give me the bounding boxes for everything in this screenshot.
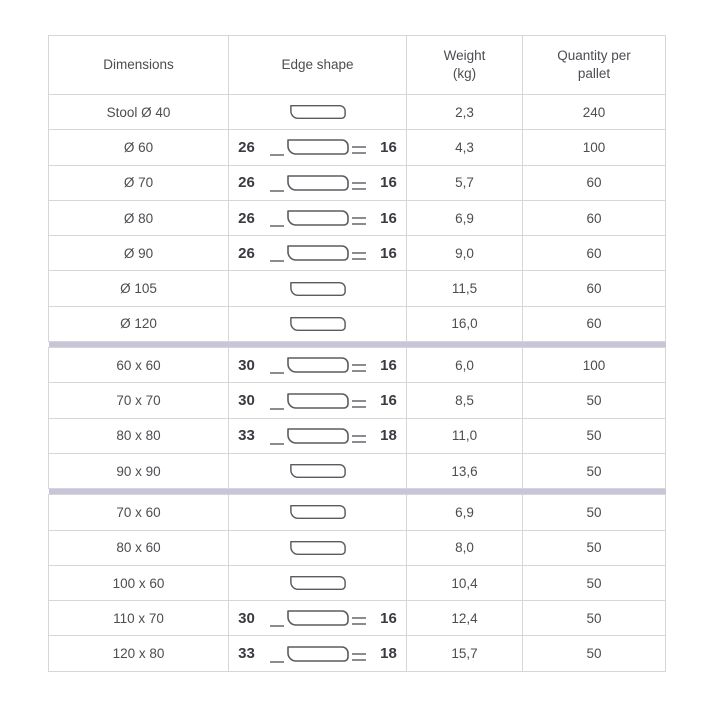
column-header-weight xyxy=(407,36,523,95)
edge-profile-icon xyxy=(266,388,370,414)
cell-edge-shape xyxy=(229,601,407,636)
edge-dimension-left: 33 xyxy=(238,645,255,663)
edge-profile-icon xyxy=(271,458,365,484)
edge-profile-icon xyxy=(266,641,370,667)
table-header xyxy=(49,36,666,95)
cell-edge-shape xyxy=(229,383,407,418)
edge-dimension-left: 26 xyxy=(238,138,255,156)
column-header-dimensions xyxy=(49,36,229,95)
cell-dimensions: 100 x 60 xyxy=(49,565,229,600)
table-row xyxy=(49,271,666,306)
table-row xyxy=(49,200,666,235)
column-header-dimensions-line-1: Dimensions xyxy=(103,56,174,72)
edge-dimension-left: 26 xyxy=(238,244,255,262)
cell-quantity: 50 xyxy=(523,565,666,600)
cell-dimensions: Ø 105 xyxy=(49,271,229,306)
edge-dimension-left: 30 xyxy=(238,609,255,627)
cell-edge-shape xyxy=(229,348,407,383)
cell-quantity: 60 xyxy=(523,236,666,271)
edge-dimension-right: 18 xyxy=(380,645,397,663)
edge-profile-icon xyxy=(271,311,365,337)
cell-quantity: 50 xyxy=(523,418,666,453)
cell-edge-shape xyxy=(229,236,407,271)
column-header-quantity-line-2: pallet xyxy=(577,66,611,81)
cell-dimensions: Ø 70 xyxy=(49,165,229,200)
cell-weight: 13,6 xyxy=(407,453,523,488)
edge-profile-icon xyxy=(266,205,370,231)
cell-dimensions: 70 x 60 xyxy=(49,495,229,530)
edge-profile-icon xyxy=(271,499,365,525)
cell-edge-shape xyxy=(229,130,407,165)
cell-dimensions: 80 x 80 xyxy=(49,418,229,453)
edge-profile-icon xyxy=(271,570,365,596)
column-header-weight-line-2: (kg) xyxy=(452,66,477,81)
group-separator-bar xyxy=(49,489,666,494)
cell-weight: 6,9 xyxy=(407,495,523,530)
edge-profile-icon xyxy=(266,605,370,631)
edge-profile-icon xyxy=(266,240,370,266)
cell-dimensions: Ø 120 xyxy=(49,306,229,341)
header-row xyxy=(49,36,666,95)
column-header-edge-shape-line-1: Edge shape xyxy=(281,56,354,72)
cell-weight: 9,0 xyxy=(407,236,523,271)
table-row xyxy=(49,236,666,271)
cell-weight: 8,0 xyxy=(407,530,523,565)
edge-profile-icon xyxy=(271,276,365,302)
cell-edge-shape xyxy=(229,495,407,530)
cell-dimensions: 110 x 70 xyxy=(49,601,229,636)
edge-profile-icon xyxy=(266,170,370,196)
column-header-quantity-line-1: Quantity per xyxy=(557,47,631,63)
column-header-quantity xyxy=(523,36,666,95)
cell-edge-shape xyxy=(229,565,407,600)
cell-dimensions: Ø 80 xyxy=(49,200,229,235)
edge-dimension-right: 16 xyxy=(380,244,397,262)
edge-profile-icon xyxy=(266,423,370,449)
edge-dimension-right: 16 xyxy=(380,609,397,627)
table-row xyxy=(49,165,666,200)
edge-profile-icon xyxy=(271,99,365,125)
edge-dimension-right: 16 xyxy=(380,392,397,410)
cell-dimensions: 80 x 60 xyxy=(49,530,229,565)
cell-quantity: 50 xyxy=(523,601,666,636)
cell-dimensions: Ø 60 xyxy=(49,130,229,165)
cell-edge-shape xyxy=(229,306,407,341)
cell-quantity: 50 xyxy=(523,530,666,565)
cell-quantity: 100 xyxy=(523,348,666,383)
edge-dimension-right: 16 xyxy=(380,174,397,192)
edge-dimension-right: 16 xyxy=(380,138,397,156)
edge-dimension-left: 30 xyxy=(238,392,255,410)
cell-weight: 6,0 xyxy=(407,348,523,383)
cell-weight: 11,0 xyxy=(407,418,523,453)
cell-weight: 15,7 xyxy=(407,636,523,671)
edge-profile-icon xyxy=(266,134,370,160)
table-row xyxy=(49,306,666,341)
table-row xyxy=(49,383,666,418)
cell-quantity: 50 xyxy=(523,495,666,530)
edge-dimension-right: 18 xyxy=(380,427,397,445)
group-separator-bar xyxy=(49,342,666,347)
table-row xyxy=(49,418,666,453)
edge-dimension-left: 30 xyxy=(238,356,255,374)
cell-quantity: 60 xyxy=(523,200,666,235)
cell-weight: 6,9 xyxy=(407,200,523,235)
cell-dimensions: 60 x 60 xyxy=(49,348,229,383)
cell-quantity: 50 xyxy=(523,383,666,418)
cell-edge-shape xyxy=(229,453,407,488)
cell-weight: 16,0 xyxy=(407,306,523,341)
table-row xyxy=(49,601,666,636)
cell-dimensions: Stool Ø 40 xyxy=(49,95,229,130)
table-body xyxy=(49,95,666,672)
cell-quantity: 60 xyxy=(523,165,666,200)
cell-quantity: 240 xyxy=(523,95,666,130)
edge-dimension-right: 16 xyxy=(380,356,397,374)
cell-edge-shape xyxy=(229,530,407,565)
column-header-edge-shape xyxy=(229,36,407,95)
cell-edge-shape xyxy=(229,636,407,671)
cell-edge-shape xyxy=(229,200,407,235)
edge-dimension-right: 16 xyxy=(380,209,397,227)
cell-dimensions: 90 x 90 xyxy=(49,453,229,488)
cell-quantity: 50 xyxy=(523,636,666,671)
cell-weight: 4,3 xyxy=(407,130,523,165)
table-row xyxy=(49,530,666,565)
cell-edge-shape xyxy=(229,95,407,130)
cell-weight: 5,7 xyxy=(407,165,523,200)
edge-dimension-left: 26 xyxy=(238,209,255,227)
table-row xyxy=(49,453,666,488)
cell-quantity: 50 xyxy=(523,453,666,488)
edge-profile-icon xyxy=(271,535,365,561)
cell-weight: 11,5 xyxy=(407,271,523,306)
table-row xyxy=(49,636,666,671)
table-row xyxy=(49,495,666,530)
cell-edge-shape xyxy=(229,271,407,306)
cell-edge-shape xyxy=(229,418,407,453)
table-row xyxy=(49,130,666,165)
table-row xyxy=(49,348,666,383)
cell-weight: 2,3 xyxy=(407,95,523,130)
edge-profile-icon xyxy=(266,352,370,378)
cell-dimensions: Ø 90 xyxy=(49,236,229,271)
table-row xyxy=(49,565,666,600)
cell-quantity: 60 xyxy=(523,306,666,341)
cell-quantity: 60 xyxy=(523,271,666,306)
table-row xyxy=(49,95,666,130)
cell-quantity: 100 xyxy=(523,130,666,165)
edge-dimension-left: 26 xyxy=(238,174,255,192)
cell-weight: 8,5 xyxy=(407,383,523,418)
cell-dimensions: 70 x 70 xyxy=(49,383,229,418)
cell-dimensions: 120 x 80 xyxy=(49,636,229,671)
edge-dimension-left: 33 xyxy=(238,427,255,445)
cell-weight: 12,4 xyxy=(407,601,523,636)
product-spec-table xyxy=(48,35,666,672)
column-header-weight-line-1: Weight xyxy=(443,47,486,63)
cell-weight: 10,4 xyxy=(407,565,523,600)
cell-edge-shape xyxy=(229,165,407,200)
